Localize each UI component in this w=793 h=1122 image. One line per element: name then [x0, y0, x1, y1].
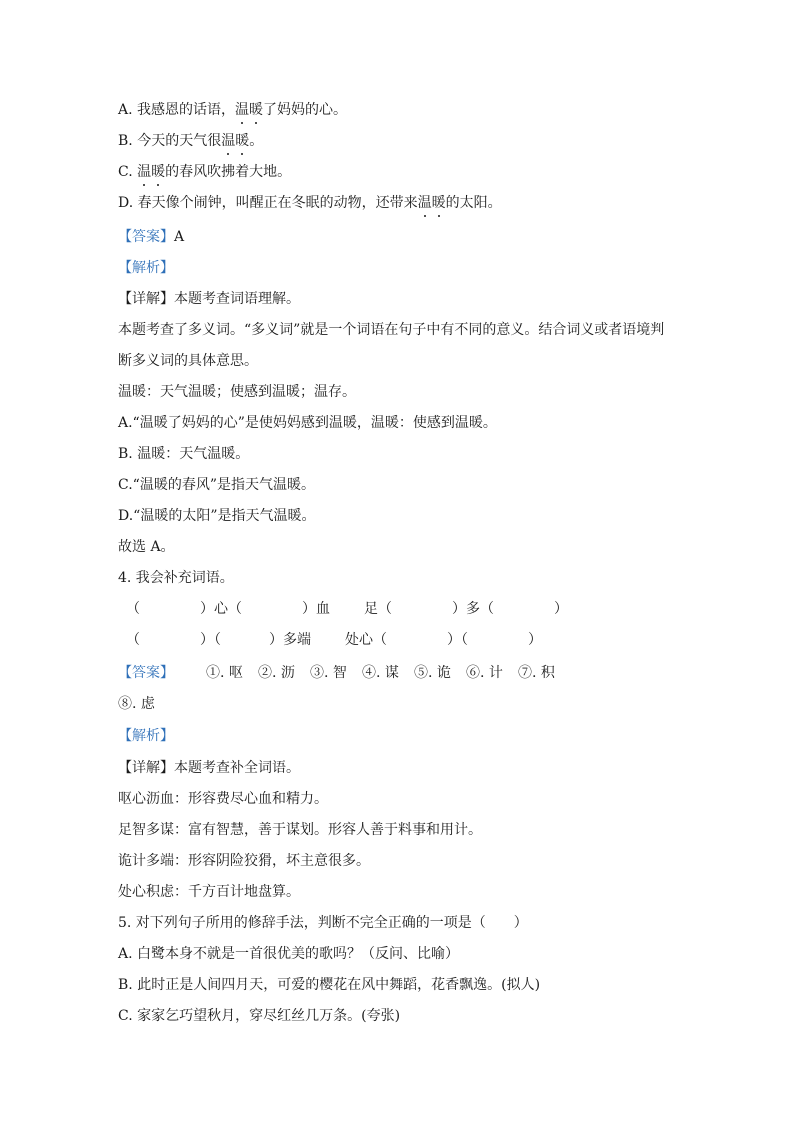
- emphasis-char: 暖: [249, 102, 264, 118]
- detail-text: 本题考查词语理解。: [174, 291, 300, 307]
- q4-paragraph: 呕心沥血：形容费尽心血和精力。: [118, 791, 328, 807]
- q3-paragraph: 温暖：天气温暖；使感到温暖；温存。: [118, 384, 356, 400]
- answer-item: ⑤. 诡: [414, 665, 451, 681]
- q3-option-a: [118, 100, 683, 120]
- q4-row-1: [126, 599, 683, 619]
- q3-paragraph: B. 温暖：天气温暖。: [118, 446, 250, 462]
- fill-text: （: [126, 601, 140, 617]
- emphasis-char: 暖: [235, 133, 250, 149]
- q3-option-d: [118, 193, 683, 213]
- option-text: D. 春天像个闹钟，叫醒正在冬眠的动物，还带来: [118, 195, 418, 211]
- q4-paragraph: 处心积虑：千方百计地盘算。: [118, 884, 300, 900]
- answer-item: ④. 谋: [362, 665, 399, 681]
- emphasis-char: 暖: [151, 164, 166, 180]
- answer-item: ①. 呕: [206, 665, 243, 681]
- q4-detail: [118, 758, 683, 778]
- answer-tag: 【答案】: [118, 229, 174, 245]
- emphasis-char: 温: [137, 164, 152, 180]
- emphasis-char: 暖: [431, 195, 446, 211]
- q4-answer-last: ⑧. 虑: [118, 696, 155, 712]
- q4-row-2: [126, 630, 683, 650]
- q3-paragraph: 断多义词的具体意思。: [118, 353, 258, 369]
- option-text: A. 我感恩的话语，: [118, 102, 236, 118]
- fill-text: ）血: [302, 601, 330, 617]
- q3-paragraph: D.“温暖的太阳”是指天气温暖。: [118, 508, 316, 524]
- q3-option-b: [118, 131, 683, 151]
- option-text: 。: [249, 133, 264, 149]
- emphasis-char: 温: [221, 133, 236, 149]
- q3-paragraph: A.“温暖了妈妈的心”是使妈妈感到温暖，温暖：使感到温暖。: [118, 415, 497, 431]
- option-text: 的春风吹拂着大地。: [165, 164, 292, 180]
- fill-text: 足（: [364, 601, 392, 617]
- fill-text: ）心（: [200, 601, 242, 617]
- emphasis-char: 温: [417, 195, 432, 211]
- q3-paragraph: 本题考查了多义词。“多义词”就是一个词语在句子中有不同的意义。结合词义或者语境判: [118, 322, 665, 338]
- answer-value: A: [174, 229, 185, 245]
- answer-item: ⑦. 积: [518, 665, 555, 681]
- q3-paragraph: C.“温暖的春风”是指天气温暖。: [118, 477, 315, 493]
- answer-item: ⑥. 计: [466, 665, 503, 681]
- q3-paragraph: 故选 A。: [118, 539, 175, 555]
- q5-option-b: B. 此时正是人间四月天，可爱的樱花在风中舞蹈，花香飘逸。(拟人): [118, 977, 541, 993]
- detail-tag: 【详解】: [118, 760, 174, 776]
- answer-item: ②. 沥: [258, 665, 295, 681]
- option-text: 了妈妈的心。: [263, 102, 348, 118]
- q3-answer: [118, 227, 683, 247]
- q4-analysis-tag: 【解析】: [118, 728, 174, 744]
- q5-option-c: C. 家家乞巧望秋月，穿尽红丝几万条。(夸张): [118, 1008, 401, 1024]
- fill-text: ）多端: [269, 632, 311, 648]
- emphasis-char: 温: [235, 102, 250, 118]
- fill-text: ）（: [447, 632, 468, 648]
- q4-paragraph: 诡计多端：形容阴险狡猾，坏主意很多。: [118, 853, 370, 869]
- fill-text: （: [126, 632, 140, 648]
- q3-analysis-tag: 【解析】: [118, 260, 174, 276]
- q3-option-c: [118, 162, 683, 182]
- option-text: B. 今天的天气很: [118, 133, 222, 149]
- q4-title: 4. 我会补充词语。: [118, 570, 234, 586]
- fill-text: ）（: [200, 632, 221, 648]
- fill-text: ）: [528, 632, 542, 648]
- answer-item: ③. 智: [310, 665, 347, 681]
- option-text: C.: [118, 164, 138, 180]
- fill-text: 处心（: [345, 632, 387, 648]
- answer-tag: 【答案】: [118, 665, 174, 681]
- q3-detail: [118, 289, 683, 309]
- detail-text: 本题考查补全词语。: [174, 760, 300, 776]
- detail-tag: 【详解】: [118, 291, 174, 307]
- q4-answer: [118, 663, 683, 683]
- q5-option-a: A. 白鹭本身不就是一首很优美的歌吗？（反问、比喻）: [118, 946, 460, 962]
- fill-text: ）多（: [452, 601, 494, 617]
- fill-text: ）: [554, 601, 568, 617]
- q4-paragraph: 足智多谋：富有智慧，善于谋划。形容人善于料事和用计。: [118, 822, 482, 838]
- option-text: 的太阳。: [445, 195, 502, 211]
- q5-title: 5. 对下列句子所用的修辞手法，判断不完全正确的一项是（ ）: [118, 915, 528, 931]
